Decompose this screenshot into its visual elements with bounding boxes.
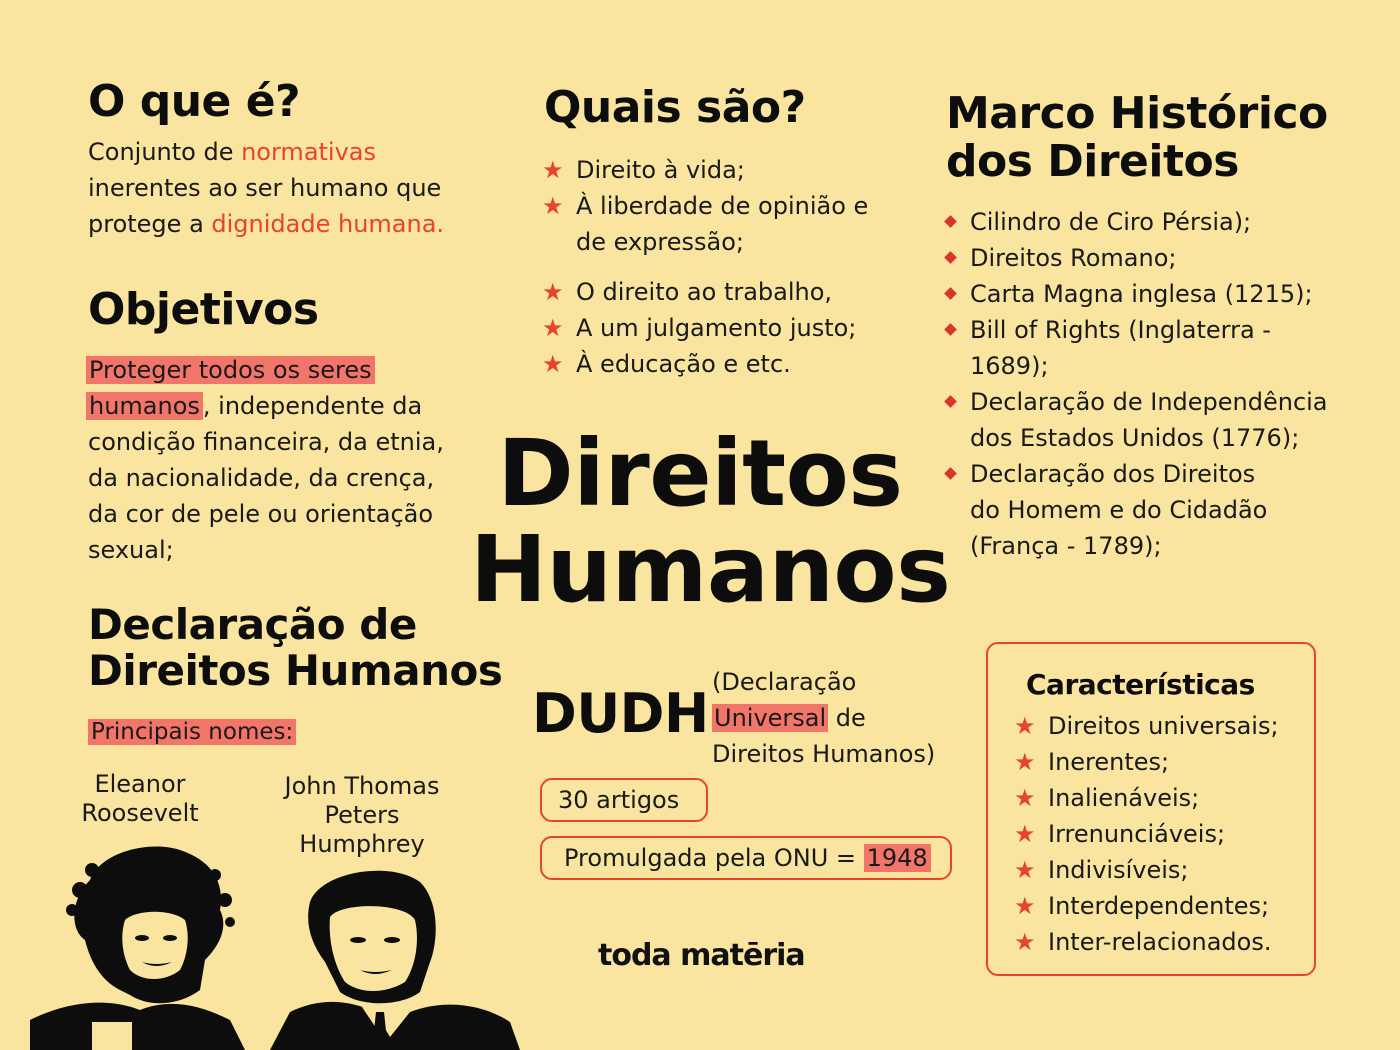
star-icon: ★	[1014, 784, 1036, 812]
o-que-e-text	[88, 134, 508, 242]
list-item-label: 1689);	[970, 352, 1049, 380]
star-icon: ★	[1014, 856, 1036, 884]
name-line: Roosevelt	[81, 799, 199, 827]
marco-title	[946, 90, 1328, 186]
star-icon: ★	[1014, 748, 1036, 776]
star-icon: ★	[542, 350, 564, 378]
list-item-label: Interdependentes;	[1048, 892, 1270, 920]
list-item-label: do Homem e do Cidadão	[970, 496, 1268, 524]
principais-nomes	[88, 716, 296, 748]
main-title-line: Humanos	[470, 516, 951, 623]
name-line: Peters	[324, 801, 400, 829]
list-item-label: de expressão;	[576, 228, 744, 256]
name-humphrey	[262, 772, 462, 859]
artigos-badge	[540, 778, 708, 822]
quais-sao-title: Quais são?	[544, 82, 806, 133]
text-line: Direitos Humanos)	[712, 740, 936, 768]
list-item	[542, 346, 902, 382]
list-item	[542, 310, 902, 346]
logo-text: ē	[742, 938, 763, 973]
list-item	[946, 384, 1376, 456]
list-item-label: Declaração de Independência	[970, 388, 1328, 416]
list-item-label: Declaração dos Direitos	[970, 460, 1256, 488]
year-highlight: 1948	[864, 844, 931, 872]
text-normativas: normativas	[241, 138, 377, 166]
humphrey-portrait-icon	[270, 862, 520, 1050]
list-item-label: À liberdade de opinião e	[576, 192, 869, 220]
promulgada-badge	[540, 836, 952, 880]
logo-text: toda mat	[598, 938, 743, 973]
diamond-icon	[944, 323, 957, 336]
caracteristicas-list	[1014, 708, 1304, 960]
text-fragment: de	[828, 704, 866, 732]
text-line: inerentes ao ser humano que	[88, 174, 442, 202]
title-line: Marco Histórico	[946, 88, 1328, 139]
dudh-label: DUDH	[532, 682, 709, 745]
list-item	[1014, 924, 1304, 960]
main-title	[470, 420, 951, 623]
objetivos-title: Objetivos	[88, 284, 319, 335]
declaracao-title	[88, 602, 502, 694]
main-title-line: Direitos	[497, 420, 903, 527]
text-fragment: protege a	[88, 210, 212, 238]
objetivos-text	[86, 352, 486, 568]
list-item-label: Bill of Rights (Inglaterra -	[970, 316, 1271, 344]
star-icon: ★	[542, 278, 564, 306]
star-icon: ★	[1014, 928, 1036, 956]
promulgada-label: Promulgada pela ONU =	[564, 844, 864, 872]
list-item	[946, 240, 1376, 276]
list-item	[542, 188, 902, 260]
caracteristicas-title: Características	[1026, 668, 1255, 701]
list-item-label: Direito à vida;	[576, 156, 745, 184]
quais-sao-list	[542, 152, 902, 382]
text-line: da cor de pele ou orientação	[88, 500, 434, 528]
list-item-label: Inter-relacionados.	[1048, 928, 1272, 956]
marco-list	[946, 204, 1376, 564]
highlight-universal: Universal	[714, 704, 827, 732]
text-line: condição financeira, da etnia,	[88, 428, 444, 456]
name-line: Eleanor	[94, 770, 186, 798]
artigos-label: 30 artigos	[558, 786, 680, 814]
list-item	[946, 456, 1376, 564]
list-item	[542, 274, 902, 310]
list-item-label: Indivisíveis;	[1048, 856, 1189, 884]
logo-text: ria	[762, 938, 805, 973]
list-item-label: Inerentes;	[1048, 748, 1170, 776]
o-que-e-title: O que é?	[88, 76, 301, 127]
text-fragment: , independente da	[202, 392, 423, 420]
list-item	[1014, 816, 1304, 852]
list-item	[1014, 888, 1304, 924]
list-item	[946, 312, 1376, 384]
star-icon: ★	[1014, 712, 1036, 740]
name-line: John Thomas	[284, 772, 440, 800]
text-line: sexual;	[88, 536, 174, 564]
text-line: da nacionalidade, da crença,	[88, 464, 435, 492]
list-item	[1014, 852, 1304, 888]
highlight-humanos: humanos	[86, 392, 203, 420]
dudh-description	[712, 664, 935, 772]
text-line: (Declaração	[712, 668, 857, 696]
list-item-label: Carta Magna inglesa (1215);	[970, 280, 1313, 308]
diamond-icon	[944, 467, 957, 480]
list-item-label: A um julgamento justo;	[576, 314, 857, 342]
name-line: Humphrey	[299, 830, 425, 858]
title-line: Declaração de	[88, 600, 417, 649]
star-icon: ★	[1014, 892, 1036, 920]
star-icon: ★	[542, 192, 564, 220]
list-item-label: Direitos universais;	[1048, 712, 1279, 740]
highlight-proteger: Proteger todos os seres	[86, 356, 375, 384]
list-item-label: (França - 1789);	[970, 532, 1162, 560]
toda-materia-logo	[598, 938, 805, 973]
title-line: dos Direitos	[946, 136, 1239, 187]
star-icon: ★	[542, 156, 564, 184]
list-item	[1014, 780, 1304, 816]
list-item-label: O direito ao trabalho,	[576, 278, 833, 306]
eleanor-portrait-icon	[30, 840, 280, 1050]
list-item-label: Direitos Romano;	[970, 244, 1177, 272]
star-icon: ★	[1014, 820, 1036, 848]
diamond-icon	[944, 251, 957, 264]
name-eleanor	[60, 770, 220, 828]
caracteristicas-card	[986, 642, 1316, 976]
list-item	[542, 152, 902, 188]
title-line: Direitos Humanos	[88, 646, 503, 695]
list-item	[946, 204, 1376, 240]
diamond-icon	[944, 215, 957, 228]
list-item	[946, 276, 1376, 312]
list-item-label: Cilindro de Ciro Pérsia);	[970, 208, 1252, 236]
diamond-icon	[944, 287, 957, 300]
star-icon: ★	[542, 314, 564, 342]
list-item	[1014, 744, 1304, 780]
text-dignidade: dignidade humana.	[211, 210, 445, 238]
highlight-principais: Principais nomes:	[88, 719, 296, 745]
list-item	[1014, 708, 1304, 744]
list-item-label: Irrenunciáveis;	[1048, 820, 1226, 848]
list-item-label: Inalienáveis;	[1048, 784, 1200, 812]
list-item-label: dos Estados Unidos (1776);	[970, 424, 1300, 452]
diamond-icon	[944, 395, 957, 408]
list-item-label: À educação e etc.	[576, 350, 791, 378]
text-fragment: Conjunto de	[88, 138, 242, 166]
